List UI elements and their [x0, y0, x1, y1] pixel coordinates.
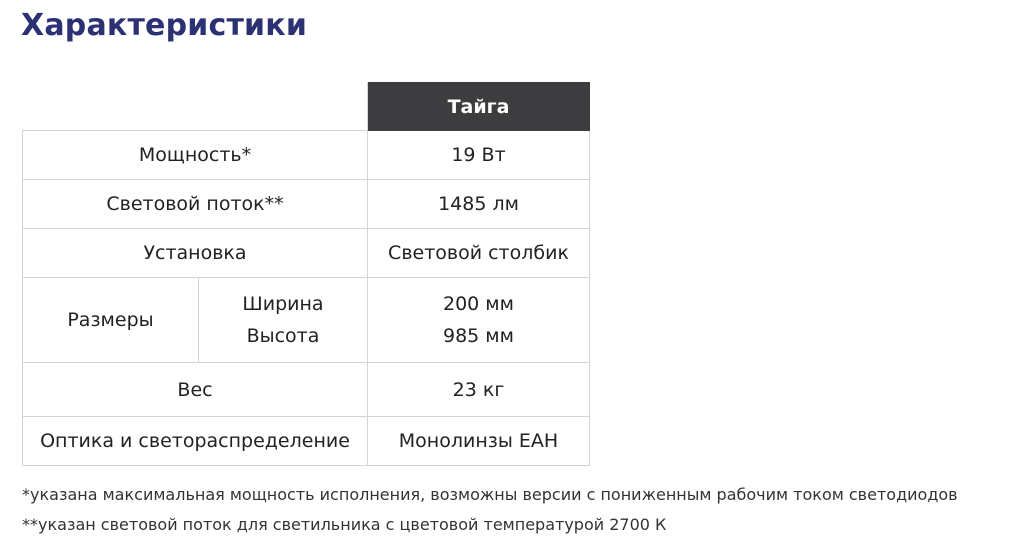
table-row-weight — [23, 363, 590, 417]
optics-label: Оптика и светораспределение — [23, 417, 368, 466]
table-row-dimensions — [23, 278, 590, 363]
footnotes — [22, 480, 958, 540]
mounting-value: Световой столбик — [368, 229, 590, 278]
weight-label: Вес — [23, 363, 368, 417]
table-row-luminous-flux — [23, 180, 590, 229]
dimensions-values — [368, 278, 590, 363]
dimensions-sublabels — [199, 278, 368, 363]
luminous-flux-label: Световой поток** — [23, 180, 368, 229]
power-value: 19 Вт — [368, 131, 590, 180]
height-label: Высота — [246, 325, 320, 347]
mounting-label: Установка — [23, 229, 368, 278]
product-name-header: Тайга — [368, 83, 590, 131]
table-row-optics — [23, 417, 590, 466]
specifications-table — [22, 82, 590, 466]
footnote-flux: **указан световой поток для светильника с цветовой температурой 2700 К — [22, 515, 667, 534]
power-label: Мощность* — [23, 131, 368, 180]
width-value: 200 мм — [443, 293, 514, 315]
table-row-power — [23, 131, 590, 180]
dimensions-label: Размеры — [23, 278, 199, 363]
footnote-power: *указана максимальная мощность исполнения, возможны версии с пониженным рабочим током светодиодов — [22, 485, 958, 504]
optics-value: Монолинзы EAH — [368, 417, 590, 466]
weight-value: 23 кг — [368, 363, 590, 417]
luminous-flux-value: 1485 лм — [368, 180, 590, 229]
table-header-row — [23, 83, 590, 131]
page-title: Характеристики — [21, 8, 308, 43]
height-value: 985 мм — [443, 325, 514, 347]
table-row-mounting — [23, 229, 590, 278]
width-label: Ширина — [242, 293, 324, 315]
table-corner-cell — [23, 83, 368, 131]
